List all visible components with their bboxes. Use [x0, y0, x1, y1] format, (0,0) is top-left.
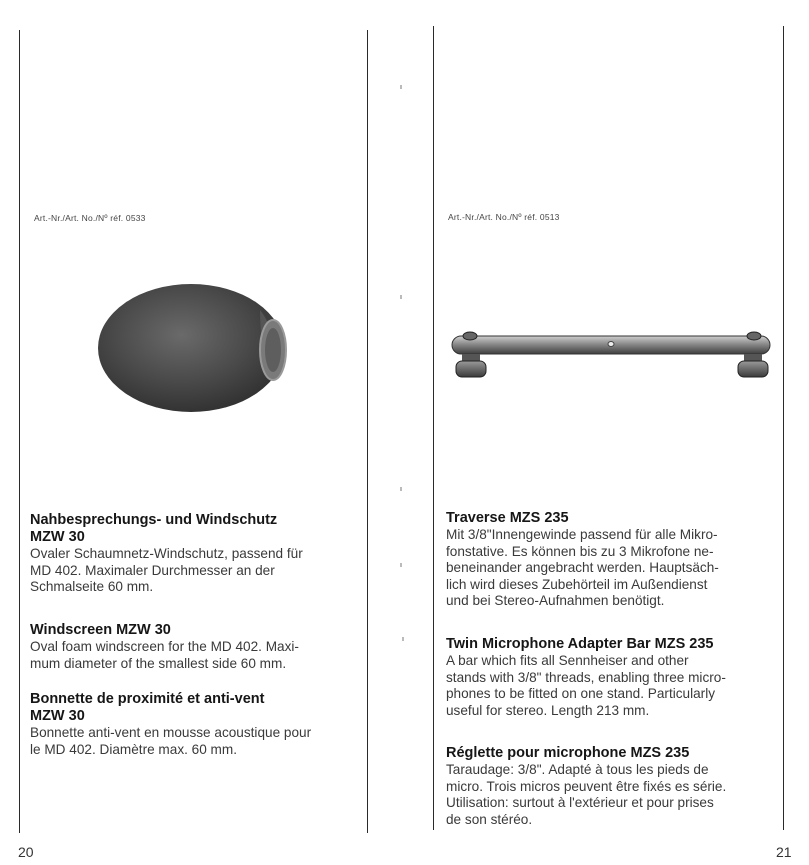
section-heading-line: MZW 30 [30, 529, 85, 545]
section-english [446, 636, 786, 719]
section-body-line: fonstative. Es können bis zu 3 Mikrofone ne- [446, 543, 714, 559]
section-body-line: le MD 402. Diamètre max. 60 mm. [30, 741, 237, 757]
section-heading-line: MZW 30 [30, 708, 85, 724]
section-heading-line: Nahbesprechungs- und Windschutz [30, 512, 278, 528]
section-french [446, 745, 791, 828]
gutter-mark [400, 295, 402, 299]
right-page [404, 0, 809, 865]
section-body-line: Utilisation: surtout à l'extérieur et pour prises [446, 795, 714, 811]
section-body-line: mum diameter of the smallest side 60 mm. [30, 655, 287, 671]
adapter-bar-image [446, 325, 776, 385]
section-french [30, 691, 375, 758]
page-number: 20 [18, 844, 34, 860]
section-body-line: Schmalseite 60 mm. [30, 579, 154, 595]
article-number: Art.-Nr./Art. No./Nº réf. 0513 [448, 212, 560, 222]
section-body-line: de son stéréo. [446, 811, 533, 827]
left-margin-rule [433, 26, 434, 830]
article-number: Art.-Nr./Art. No./Nº réf. 0533 [34, 213, 146, 223]
section-body-line: Ovaler Schaumnetz-Windschutz, passend für [30, 546, 303, 561]
section-heading-line: Traverse MZS 235 [446, 510, 569, 526]
section-body-line: Taraudage: 3/8". Adapté à tous les pieds de [446, 762, 709, 777]
section-heading-line: Windscreen MZW 30 [30, 622, 171, 638]
section-heading-line: Twin Microphone Adapter Bar MZS 235 [446, 636, 714, 652]
section-body-line: useful for stereo. Length 213 mm. [446, 702, 650, 718]
section-german [30, 512, 370, 596]
section-body-line: MD 402. Maximaler Durchmesser an der [30, 562, 275, 578]
section-body-line: A bar which fits all Sennheiser and other [446, 653, 689, 668]
gutter-mark [400, 487, 402, 491]
section-heading-line: Bonnette de proximité et anti-vent [30, 691, 265, 707]
section-body-line: lich wird dieses Zubehörteil im Außendienst [446, 576, 708, 592]
section-body-line: Bonnette anti-vent en mousse acoustique pour [30, 725, 312, 740]
section-body-line: Oval foam windscreen for the MD 402. Maxi- [30, 639, 299, 654]
gutter-mark [400, 85, 402, 89]
windscreen-image [95, 275, 295, 425]
page-number: 21 [776, 844, 792, 860]
section-body-line: stands with 3/8" threads, enabling three micro- [446, 669, 726, 685]
gutter-mark [400, 563, 402, 567]
section-body-line: phones to be fitted on one stand. Particularly [446, 686, 716, 702]
left-margin-rule [19, 30, 20, 833]
section-english [30, 622, 370, 672]
section-body-line: Mit 3/8"Innengewinde passend für alle Mikro- [446, 527, 718, 542]
section-body-line: micro. Trois micros peuvent être fixés es série. [446, 778, 727, 794]
section-german [446, 510, 786, 610]
section-heading-line: Réglette pour microphone MZS 235 [446, 745, 690, 761]
section-body-line: beneinander angebracht werden. Hauptsäch- [446, 560, 719, 576]
left-page [0, 0, 400, 865]
section-body-line: und bei Stereo-Aufnahmen benötigt. [446, 593, 665, 609]
